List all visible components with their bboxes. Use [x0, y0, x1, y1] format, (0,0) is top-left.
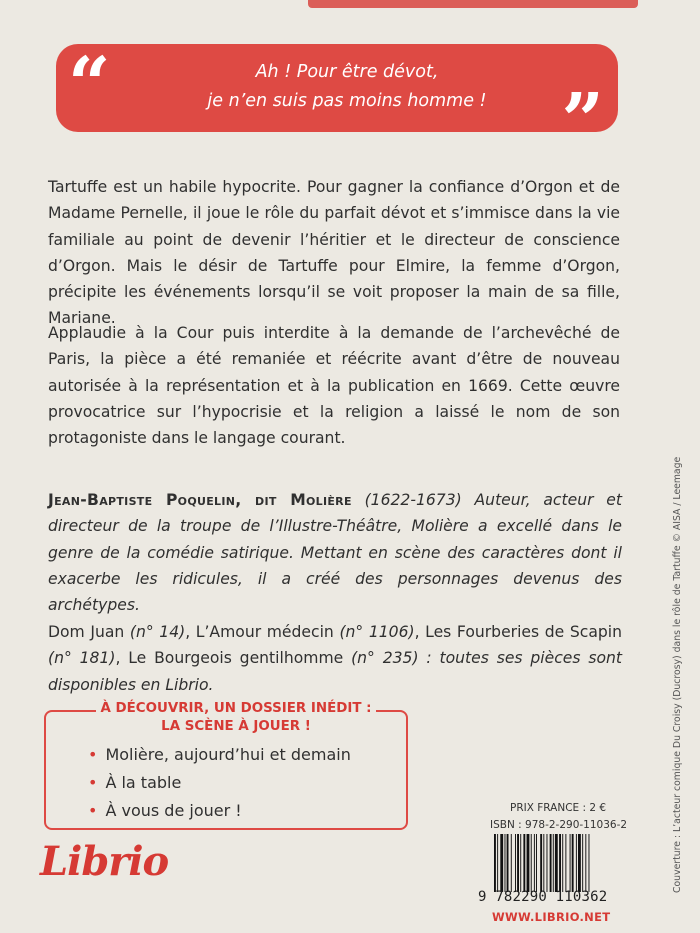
work-number: (n° 235) — [351, 649, 419, 668]
price-label: PRIX FRANCE : 2 € — [510, 802, 607, 814]
author-bio-text: Auteur, acteur et directeur de la troupe de l’Illustre-Théâtre, Molière a excellé dans le genre de la comédie satirique. Mettant en scène des caractères dont il exacerbe les ridicules, il a créé des personnages devenus des archétypes. — [48, 491, 622, 615]
website-link: WWW.LIBRIO.NET — [492, 910, 611, 924]
author-bio — [48, 487, 622, 618]
discover-heading-line-1: À DÉCOUVRIR, UN DOSSIER INÉDIT : — [100, 701, 372, 716]
work-number: (n° 181) — [48, 649, 116, 668]
work-amour-medecin: , L’Amour médecin — [185, 623, 340, 641]
title-banner-fragment — [308, 0, 638, 8]
works-list — [48, 619, 622, 698]
open-quote-icon: “ — [68, 42, 111, 128]
quote-line-2: je n’en suis pas moins homme ! — [207, 91, 487, 111]
author-name: Jean-Baptiste Poquelin, dit Molière — [48, 491, 352, 509]
discover-heading-line-2: LA SCÈNE À JOUER ! — [161, 719, 311, 734]
isbn-label: ISBN : 978-2-290-11036-2 — [490, 819, 628, 831]
summary-paragraph-2: Applaudie à la Cour puis interdite à la demande de l’archevêché de Paris, la pièce a été remaniée et réécrite avant d’être de nouveau autorisée à la représentation et à la publication en 1669. Cette œuvre provocatrice sur l’hypocrisie et la religion a laissé le nom de son protagoniste dans le langage courant. — [48, 324, 620, 448]
list-item-label: Molière, aujourd’hui et demain — [105, 745, 351, 764]
discover-heading — [96, 700, 376, 736]
list-item — [88, 741, 351, 769]
work-dom-juan: Dom Juan — [48, 623, 130, 641]
work-bourgeois: , Le Bourgeois gentilhomme — [115, 649, 352, 668]
quote-line-1: Ah ! Pour être dévot, — [255, 62, 439, 82]
discover-list — [88, 741, 351, 825]
work-number: (n° 1106) — [339, 623, 415, 641]
quote-text — [166, 58, 528, 116]
list-item — [88, 797, 351, 825]
bullet-icon: • — [88, 745, 98, 764]
librio-logo: Librio — [40, 838, 169, 885]
close-quote-icon: ” — [561, 78, 604, 164]
work-fourberies: , Les Fourberies de Scapin — [414, 623, 622, 641]
cover-credit: Couverture : L’acteur comique Du Croisy (Ducrosy) dans le rôle de Tartuffe © AISA / Leemage — [672, 456, 683, 893]
list-item — [88, 769, 351, 797]
summary-paragraph-1: Tartuffe est un habile hypocrite. Pour gagner la confiance d’Orgon et de Madame Pernelle, il joue le rôle du parfait dévot et s’immisce dans la vie familiale au point de devenir l’héritier et le directeur de conscience d’Orgon. Mais le désir de Tartuffe pour Elmire, la femme d’Orgon, précipite les événements lorsqu’il se voit proposer la main de sa fille, Mariane. — [48, 178, 620, 328]
barcode-digits: 9 782290 110362 — [478, 889, 608, 905]
list-item-label: À vous de jouer ! — [105, 801, 242, 820]
works-tail: : toutes ses pièces sont disponibles en Librio. — [48, 649, 622, 694]
list-item-label: À la table — [105, 773, 182, 792]
author-dates: (1622-1673) — [364, 491, 462, 509]
bullet-icon: • — [88, 801, 98, 820]
quote-box — [56, 42, 618, 164]
bullet-icon: • — [88, 773, 98, 792]
work-number: (n° 14) — [129, 623, 186, 641]
barcode-icon — [494, 834, 618, 892]
